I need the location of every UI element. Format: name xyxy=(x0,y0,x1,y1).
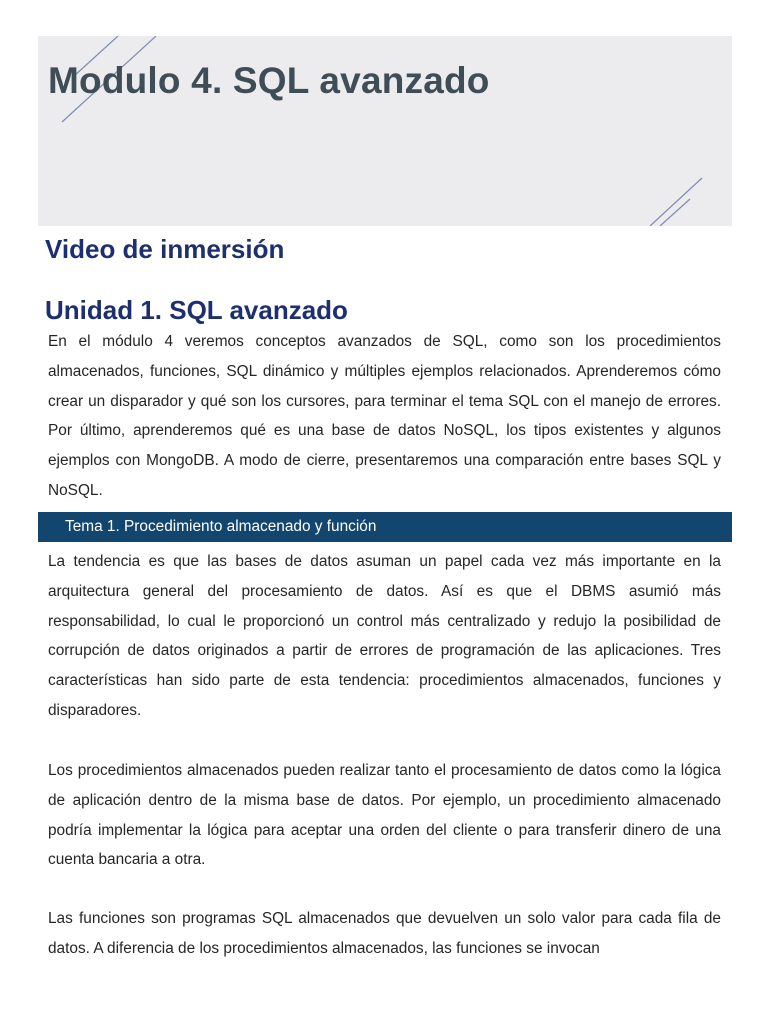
paragraph-funciones: Las funciones son programas SQL almacenados que devuelven un solo valor para cada fila de datos. A diferencia de los procedimientos almacenados, las funciones se invocan xyxy=(48,910,721,957)
module-header-band xyxy=(38,36,732,226)
heading-unidad-1: Unidad 1. SQL avanzado xyxy=(45,295,348,325)
heading-video-inmersion: Video de inmersión xyxy=(45,234,285,264)
intro-paragraph: En el módulo 4 veremos conceptos avanzados de SQL, como son los procedimientos almacenados, funciones, SQL dinámico y múltiples ejemplos relacionados. Aprenderemos cómo crear un disparador y qué son los cursores, para terminar el tema SQL con el manejo de errores. Por último, aprenderemos qué es una base de datos NoSQL, los tipos existentes y algunos ejemplos con MongoDB. A modo de cierre, presentaremos una comparación entre bases SQL y NoSQL. xyxy=(48,333,721,499)
module-title: Modulo 4. SQL avanzado xyxy=(48,60,490,101)
paragraph-tendencia: La tendencia es que las bases de datos asuman un papel cada vez más importante en la arquitectura general del procesamiento de datos. Así es que el DBMS asumió más responsabilidad, lo cual le proporcionó un control más centralizado y redujo la posibilidad de corrupción de datos originados a partir de errores de programación de las aplicaciones. Tres características han sido parte de esta tendencia: procedimientos almacenados, funciones y disparadores. xyxy=(48,553,721,719)
paragraph-procedimientos: Los procedimientos almacenados pueden realizar tanto el procesamiento de datos como la lógica de aplicación dentro de la misma base de datos. Por ejemplo, un procedimiento almacenado podría implementar la lógica para aceptar una orden del cliente o para transferir dinero de una cuenta bancaria a otra. xyxy=(48,762,721,869)
tema-1-bar xyxy=(38,512,732,542)
deco-line-bottom-1 xyxy=(650,178,702,226)
tema-1-label: Tema 1. Procedimiento almacenado y función xyxy=(65,518,377,535)
